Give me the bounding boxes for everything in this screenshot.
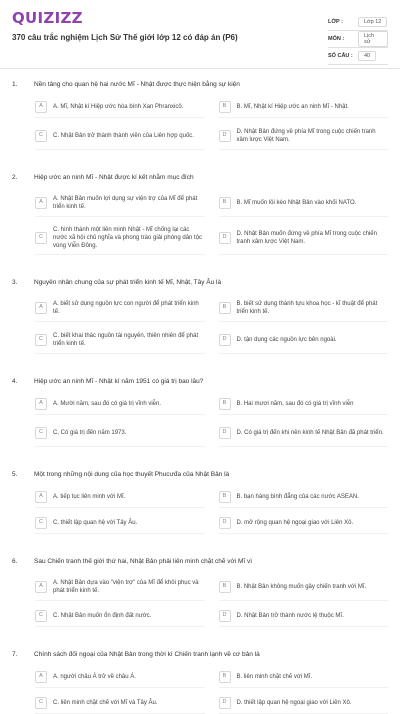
option-letter-box: C (35, 334, 47, 346)
meta-label: MÔN : (328, 36, 345, 42)
option-text: B. bạn hàng bình đẳng của các nước ASEAN. (236, 493, 359, 500)
option-letter-box: D (219, 130, 231, 142)
answer-options (12, 487, 388, 534)
option-text: D. tận dụng các nguồn lực bên ngoài. (236, 336, 337, 343)
question-line (12, 647, 388, 661)
answer-option-b[interactable] (219, 97, 389, 118)
answer-options (12, 574, 388, 627)
meta-row-class (328, 14, 388, 31)
option-letter-box: C (35, 427, 47, 439)
option-letter-box: C (35, 610, 47, 622)
option-text: B. Nhật Bản không muốn gây chiến tranh với Mĩ. (236, 583, 367, 590)
page-header (0, 0, 400, 69)
answer-option-b[interactable] (219, 667, 389, 688)
option-letter-box: D (219, 427, 231, 439)
option-letter-box: A (35, 581, 47, 593)
option-letter-box: B (219, 581, 231, 593)
answer-option-d[interactable] (219, 606, 389, 627)
answer-option-c[interactable] (35, 222, 205, 255)
question-text: Hiệp ước an ninh Mĩ - Nhật kí năm 1951 có giá trị bao lâu? (34, 377, 204, 385)
option-text: D. Có giá trị đến khi nền kinh tế Nhật Bản đã phát triển. (236, 429, 384, 436)
question-number: 2. (12, 173, 18, 181)
option-text: B. Mĩ muốn lôi kéo Nhật Bản vào khối NATO. (236, 199, 357, 206)
answer-option-b[interactable] (219, 574, 389, 601)
option-letter-box: B (219, 398, 231, 410)
option-text: A. Mĩ, Nhật kí Hiệp ước hòa bình Xan Phranxicô. (53, 103, 184, 110)
option-text: B. liên minh chặt chẽ với Mĩ. (236, 673, 313, 680)
answer-option-a[interactable] (35, 487, 205, 508)
question-text: Chính sách đối ngoại của Nhật Bản trong thời kì Chiến tranh lạnh về cơ bản là (34, 650, 260, 658)
meta-label: SỐ CÂU : (328, 53, 353, 59)
meta-panel (328, 14, 388, 65)
question-line (12, 374, 388, 388)
option-text: D. mở rộng quan hệ ngoại giao với Liên Xô. (236, 519, 354, 526)
answer-option-b[interactable] (219, 190, 389, 217)
answer-option-b[interactable] (219, 487, 389, 508)
answer-option-c[interactable] (35, 327, 205, 354)
question-line (12, 77, 388, 91)
question-line (12, 275, 388, 289)
meta-label: LỚP : (328, 19, 343, 25)
answer-option-c[interactable] (35, 693, 205, 714)
answer-option-d[interactable] (219, 123, 389, 150)
option-letter-box: D (219, 697, 231, 709)
option-text: D. Nhật Bản trở thành nước lệ thuộc Mĩ. (236, 612, 344, 619)
option-letter-box: A (35, 398, 47, 410)
option-letter-box: A (35, 671, 47, 683)
question-number: 7. (12, 650, 18, 658)
answer-options (12, 295, 388, 354)
option-text: C. Nhật Bản trở thành thành viên của Liên hợp quốc. (53, 132, 194, 139)
option-text: B. biết sử dụng thành tựu khoa học - kĩ thuật để phát triển kinh tế. (236, 300, 378, 315)
option-letter-box: B (219, 302, 231, 314)
answer-option-d[interactable] (219, 420, 389, 447)
answer-option-c[interactable] (35, 123, 205, 150)
question-text: Nguyên nhân chung của sự phát triển kinh tế Mĩ, Nhật, Tây Âu là (34, 278, 222, 286)
question-item (12, 275, 388, 354)
option-letter-box: C (35, 517, 47, 529)
question-item (12, 467, 388, 534)
answer-options (12, 190, 388, 255)
option-text: C. Có giá trị đến năm 1973. (53, 429, 127, 436)
question-number: 5. (12, 470, 18, 478)
answer-option-c[interactable] (35, 513, 205, 534)
option-letter-box: D (219, 517, 231, 529)
question-list (0, 69, 400, 714)
option-text: B. Hai mươi năm, sau đó có giá trị vĩnh viễn (236, 400, 354, 407)
meta-row-subject (328, 31, 388, 48)
question-text: Nền tảng cho quan hệ hai nước Mĩ - Nhật được thực hiện bằng sự kiện (34, 80, 240, 88)
option-letter-box: C (35, 232, 47, 244)
option-letter-box: A (35, 101, 47, 113)
answer-option-b[interactable] (219, 394, 389, 415)
answer-option-a[interactable] (35, 574, 205, 601)
option-letter-box: D (219, 334, 231, 346)
answer-option-d[interactable] (219, 693, 389, 714)
question-line (12, 467, 388, 481)
option-letter-box: C (35, 130, 47, 142)
question-text: Hiệp ước an ninh Mĩ - Nhật được kí kết nhằm mục đích (34, 173, 194, 181)
answer-option-a[interactable] (35, 667, 205, 688)
answer-option-a[interactable] (35, 394, 205, 415)
question-item (12, 647, 388, 714)
answer-options (12, 97, 388, 150)
option-text: C. thiết lập quan hệ với Tây Âu. (53, 519, 138, 526)
question-text: Một trong những nội dung của học thuyết Phucưđa của Nhật Bản là (34, 470, 230, 478)
meta-row-count (328, 48, 388, 65)
question-number: 1. (12, 80, 18, 88)
option-letter-box: B (219, 491, 231, 503)
answer-option-a[interactable] (35, 97, 205, 118)
option-letter-box: A (35, 302, 47, 314)
quizizz-logo: QUIZIZZ (12, 9, 83, 27)
option-text: A. biết sử dụng nguồn lực con người để phát triển kinh tế. (53, 300, 199, 315)
meta-value: Lớp 12 (358, 17, 388, 27)
option-text: D. thiết lập quan hệ ngoại giao với Liên Xô. (236, 699, 352, 706)
question-number: 4. (12, 377, 18, 385)
answer-option-c[interactable] (35, 420, 205, 447)
question-item (12, 170, 388, 255)
question-item (12, 77, 388, 150)
answer-options (12, 667, 388, 714)
question-line (12, 170, 388, 184)
question-number: 3. (12, 278, 18, 286)
option-text: C. hình thành một liên minh Nhật - Mĩ chống lại các nước xã hội chủ nghĩa và phong trào giải phóng dân tộc vùng Viễn Đông. (53, 226, 203, 250)
answer-option-d[interactable] (219, 222, 389, 255)
option-letter-box: B (219, 101, 231, 113)
option-text: A. Mười năm, sau đó có giá trị vĩnh viễn. (53, 400, 161, 407)
question-text: Sau Chiến tranh thế giới thứ hai, Nhật Bản phải liên minh chặt chẽ với Mĩ vì (34, 557, 253, 565)
option-text: A. Nhật Bản muốn lợi dụng sự viện trợ của Mĩ để phát triển kinh tế. (53, 195, 198, 210)
answer-option-a[interactable] (35, 295, 205, 322)
option-text: C. biết khai thác nguồn tài nguyên, thiên nhiên để phát triển kinh tế. (53, 332, 199, 347)
answer-options (12, 394, 388, 447)
option-letter-box: C (35, 697, 47, 709)
question-line (12, 554, 388, 568)
answer-option-b[interactable] (219, 295, 389, 322)
question-item (12, 554, 388, 627)
answer-option-d[interactable] (219, 513, 389, 534)
option-text: A. người châu Á trở về châu Á. (53, 673, 136, 680)
meta-value: Lịch sử (358, 31, 388, 47)
answer-option-d[interactable] (219, 327, 389, 354)
option-text: A. Nhật Bản dựa vào "viện trợ" của Mĩ để khôi phục và phát triển kinh tế. (53, 579, 199, 594)
option-letter-box: A (35, 197, 47, 209)
question-number: 6. (12, 557, 18, 565)
option-text: D. Nhật Bản muốn đứng về phía Mĩ trong cuộc chiến tranh xâm lược Việt Nam. (236, 230, 377, 245)
option-letter-box: A (35, 491, 47, 503)
option-text: A. tiếp tục liên minh với Mĩ. (53, 493, 126, 500)
answer-option-a[interactable] (35, 190, 205, 217)
question-item (12, 374, 388, 447)
option-letter-box: D (219, 610, 231, 622)
option-letter-box: D (219, 232, 231, 244)
option-text: B. Mĩ, Nhật kí Hiệp ước an ninh Mĩ - Nhật. (236, 103, 349, 110)
meta-value: 40 (358, 51, 388, 61)
option-text: C. Nhật Bản muốn ổn định đất nước. (53, 612, 152, 619)
option-letter-box: B (219, 197, 231, 209)
option-letter-box: B (219, 671, 231, 683)
option-text: C. liên minh chặt chẽ với Mĩ và Tây Âu. (53, 699, 158, 706)
answer-option-c[interactable] (35, 606, 205, 627)
page-title: 370 câu trắc nghiệm Lịch Sử Thế giới lớp 12 có đáp án (P6) (12, 33, 238, 42)
option-text: D. Nhật Bản đứng về phía Mĩ trong cuộc chiến tranh xâm lược Việt Nam. (236, 128, 376, 143)
